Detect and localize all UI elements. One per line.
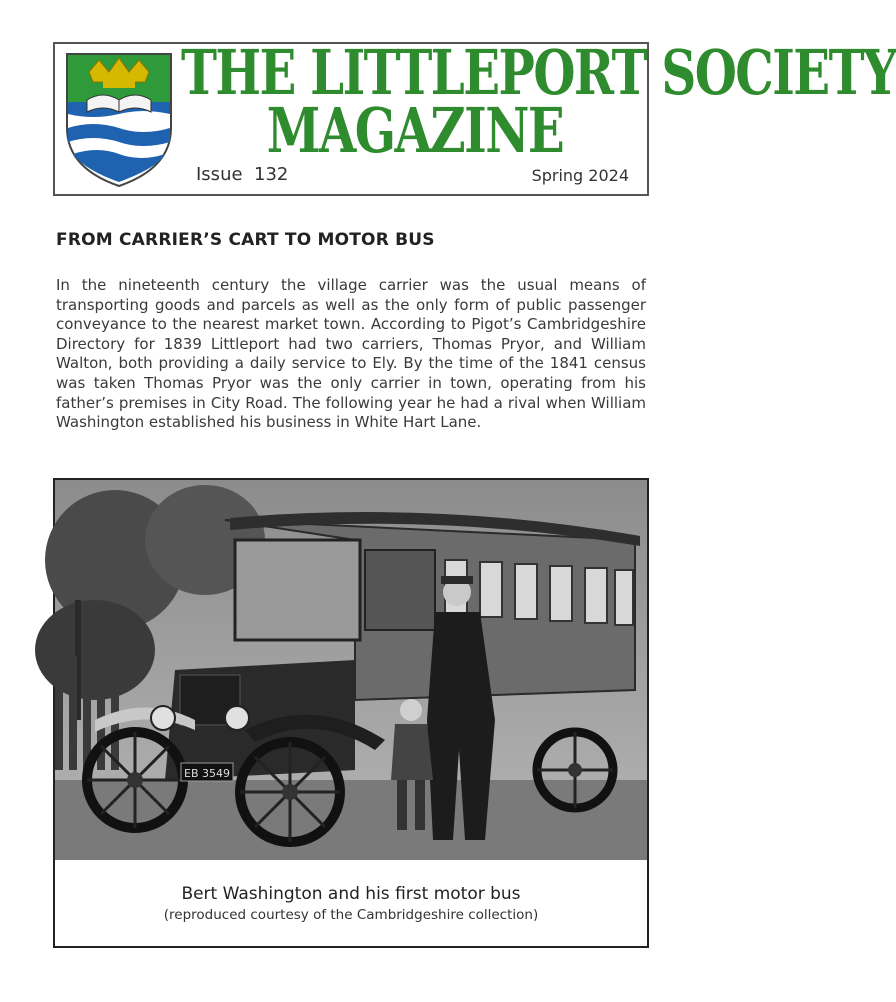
magazine-title-line2: MAGAZINE: [266, 94, 564, 167]
photo-figure: [53, 478, 649, 948]
article-body: In the nineteenth century the village carrier was the usual means of transporting goods and parcels as well as the only form of public passenger conveyance to the nearest market town. According to Pigot’s Cambridgeshire Directory for 1839 Littleport had two carriers, Thomas Pryor, and William Walton, both providing a daily service to Ely. By the time of the 1841 census was taken Thomas Pryor was the only carrier in town, operating from his father’s premises in City Road. The following year he had a rival when William Washington established his business in White Hart Lane.: [56, 276, 646, 432]
caption-credit: (reproduced courtesy of the Cambridgeshire collection): [163, 907, 539, 923]
motor-bus-photo: [55, 480, 647, 860]
number-plate: EB 3549: [184, 767, 230, 780]
article-title: FROM CARRIER’S CART TO MOTOR BUS: [56, 230, 435, 250]
society-crest-icon: [63, 50, 175, 190]
magazine-masthead: [53, 36, 896, 196]
issue-number: Issue 132: [196, 164, 289, 185]
magazine-title: [181, 36, 896, 167]
magazine-title-line1: THE LITTLEPORT SOCIETY: [181, 36, 896, 109]
issue-season: Spring 2024: [531, 166, 629, 185]
motor-bus-illustration-icon: [55, 480, 647, 860]
caption-main: Bert Washington and his first motor bus: [181, 884, 521, 904]
photo-caption: [55, 862, 647, 946]
